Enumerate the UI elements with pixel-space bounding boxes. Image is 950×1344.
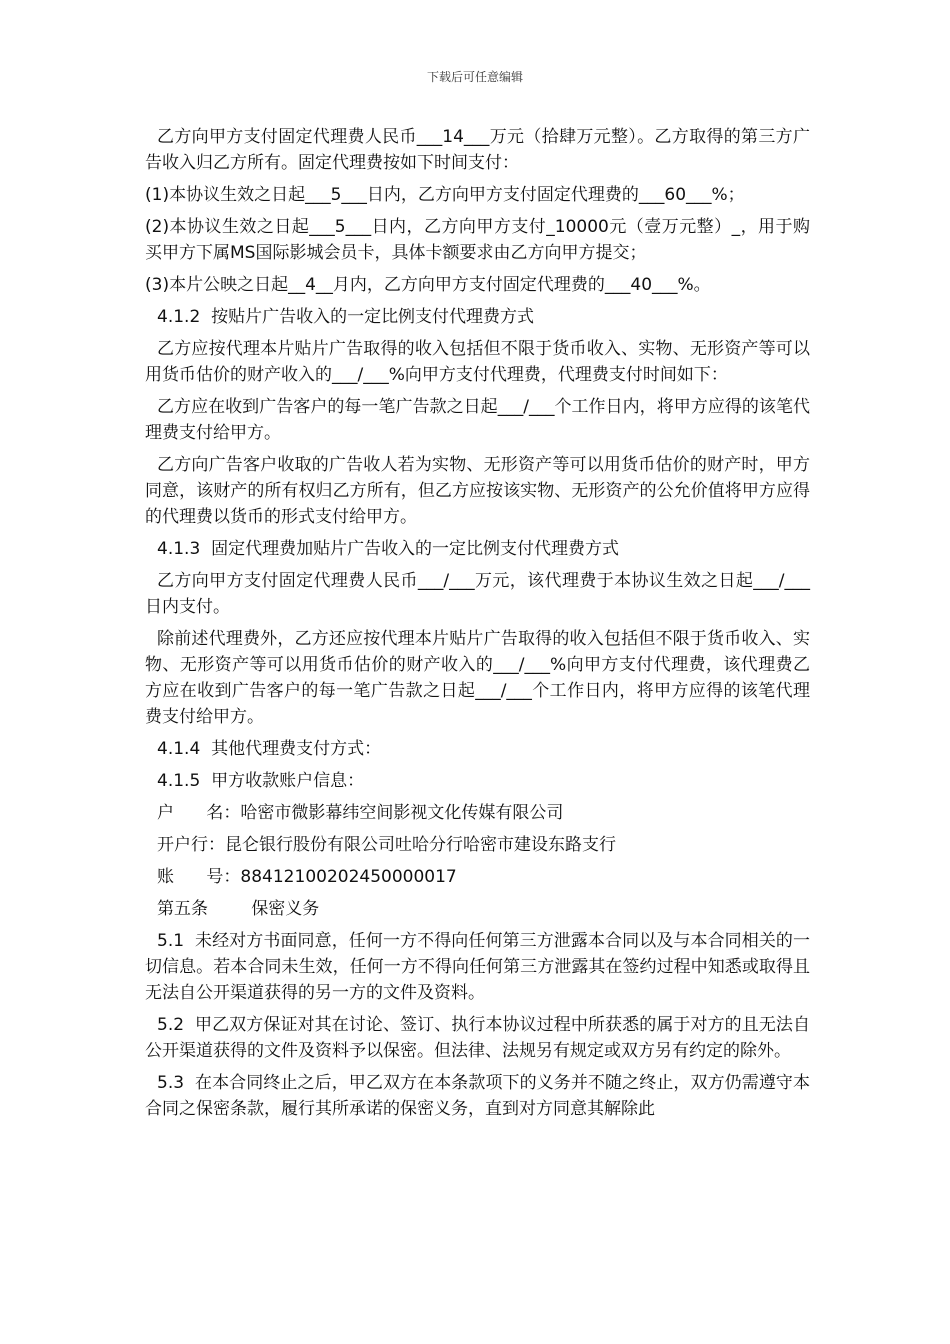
section-heading-4-1-5: 4.1.5 甲方收款账户信息： <box>157 771 365 791</box>
paragraph-combined-fixed: 乙方向甲方支付固定代理费人民币___/___万元，该代理费于本协议生效之日起___/___日内支付。 <box>145 571 810 617</box>
section-heading-4-1-2: 4.1.2 按贴片广告收入的一定比例支付代理费方式 <box>157 307 535 327</box>
clause-5-2: 5.2 甲乙双方保证对其在讨论、签订、执行本协议过程中所获悉的属于对方的且无法自公开渠道获得的文件及资料予以保密。但法律、法规另有规定或双方另有约定的除外。 <box>145 1015 810 1061</box>
section-heading-4-1-3: 4.1.3 固定代理费加贴片广告收入的一定比例支付代理费方式 <box>157 539 620 559</box>
paragraph-combined-ratio: 除前述代理费外，乙方还应按代理本片贴片广告取得的收入包括但不限于货币收入、实物、无形资产等可以用货币估价的财产收入的___/___%向甲方支付代理费，该代理费乙方应在收到广告客户的每一笔广告款之日起___/___个工作日内，将甲方应得的该笔代理费支付给甲方。 <box>145 629 810 727</box>
page-header: 下载后可任意编辑 <box>426 70 523 84</box>
paragraph-payment-1: (1)本协议生效之日起___5___日内，乙方向甲方支付固定代理费的___60___%； <box>145 185 745 205</box>
paragraph-payment-2: (2)本协议生效之日起___5___日内，乙方向甲方支付_10000元（壹万元整）_，用于购买甲方下属MS国际影城会员卡，具体卡额要求由乙方向甲方提交； <box>145 217 810 263</box>
paragraph-fixed-fee: 乙方向甲方支付固定代理费人民币___14___万元（拾肆万元整）。乙方取得的第三方广告收入归乙方所有。固定代理费按如下时间支付： <box>145 127 810 173</box>
paragraph-ratio-fee: 乙方应按代理本片贴片广告取得的收入包括但不限于货币收入、实物、无形资产等可以用货币估价的财产收入的___/___%向甲方支付代理费，代理费支付时间如下： <box>145 339 810 385</box>
account-number: 账 号：88412100202450000017 <box>157 867 457 887</box>
clause-5-1: 5.1 未经对方书面同意，任何一方不得向任何第三方泄露本合同以及与本合同相关的一切信息。若本合同未生效，任何一方不得向任何第三方泄露其在签约过程中知悉或取得且无法自公开渠道获得的另一方的文件及资料。 <box>145 931 810 1003</box>
clause-5-3: 5.3 在本合同终止之后，甲乙双方在本条款项下的义务并不随之终止，双方仍需遵守本合同之保密条款，履行其所承诺的保密义务，直到对方同意其解除此 <box>145 1073 810 1119</box>
account-bank: 开户行：昆仑银行股份有限公司吐哈分行哈密市建设东路支行 <box>157 835 616 855</box>
paragraph-in-kind: 乙方向广告客户收取的广告收人若为实物、无形资产等可以用货币估价的财产时，甲方同意，该财产的所有权归乙方所有，但乙方应按该实物、无形资产的公允价值将甲方应得的代理费以货币的形式支付给甲方。 <box>145 455 810 527</box>
article-five-heading: 第五条 保密义务 <box>157 899 320 919</box>
document-body <box>145 124 810 1128</box>
section-heading-4-1-4: 4.1.4 其他代理费支付方式： <box>157 739 382 759</box>
paragraph-ratio-timing: 乙方应在收到广告客户的每一笔广告款之日起___/___个工作日内，将甲方应得的该笔代理费支付给甲方。 <box>145 397 810 443</box>
paragraph-payment-3: (3)本片公映之日起__4__月内，乙方向甲方支付固定代理费的___40___%。 <box>145 275 711 295</box>
account-name: 户 名：哈密市微影幕纬空间影视文化传媒有限公司 <box>157 803 564 823</box>
